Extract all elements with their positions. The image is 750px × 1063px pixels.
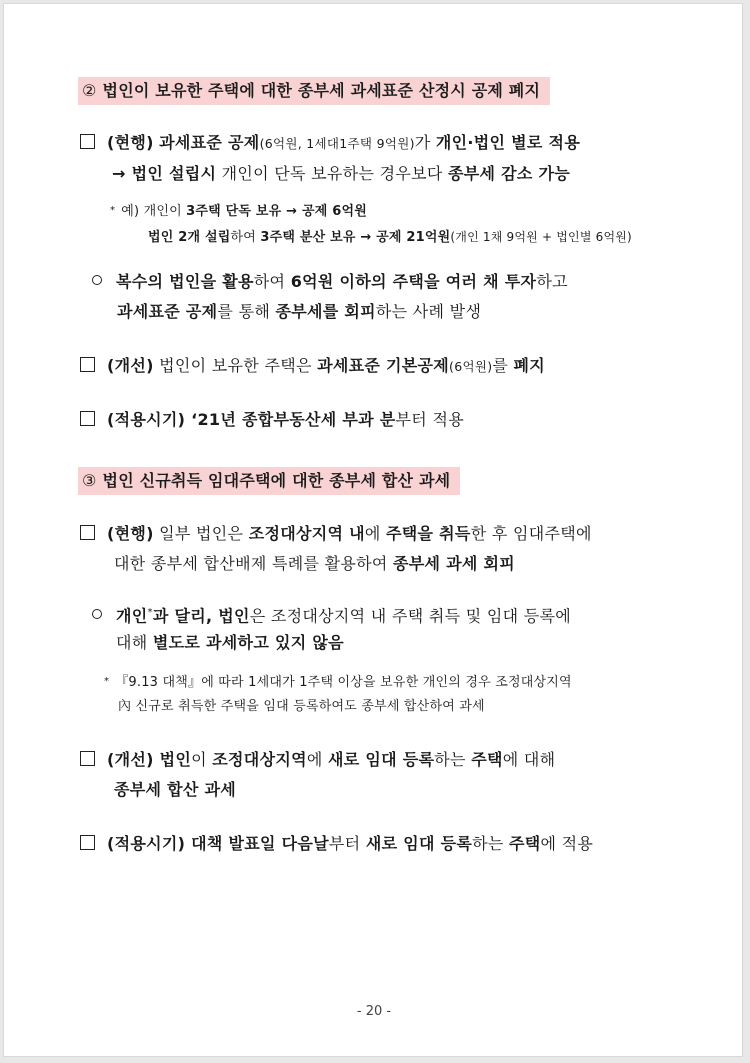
s3-note-line1-text: 『9.13 대책』에 따라 1세대가 1주택 이상을 보유한 개인의 경우 조정대상지역 — [115, 675, 572, 690]
s2-current-b1: 과세표준 공제 — [159, 133, 260, 152]
s3-improve-label: (개선) — [107, 750, 154, 769]
s3-current-line1 — [80, 520, 592, 548]
s3-improve-b1: 법인 — [153, 750, 192, 769]
s2-example-b2: 법인 2개 설립 — [148, 230, 231, 245]
checkbox-square-icon — [80, 357, 95, 372]
s3-bullet-t1: 은 조정대상지역 내 주택 취득 및 임대 등록에 — [249, 606, 572, 626]
s2-improve-paren: (6억원) — [449, 359, 493, 374]
s3-bullet-line1 — [92, 599, 571, 630]
circle-bullet-icon — [92, 609, 102, 619]
s2-bullet-b2: 6억원 이하의 주택을 여러 채 투자 — [290, 272, 537, 291]
s2-bullet-line1 — [92, 268, 568, 296]
s3-timing-b3: 주택 — [509, 834, 541, 853]
s3-timing-b1: 대책 발표일 다음날 — [185, 834, 329, 853]
checkbox-square-icon — [80, 411, 95, 426]
s3-timing-b2: 새로 임대 등록 — [365, 834, 473, 853]
s3-note-line2 — [118, 696, 485, 718]
s3-improve-t1: 이 — [191, 750, 213, 769]
s2-improve-t1: 법인이 보유한 주택은 — [153, 356, 318, 375]
s2-timing-t1: 부터 적용 — [395, 410, 464, 429]
s3-current-t4: 대한 종부세 합산배제 특례를 활용하여 — [114, 554, 394, 573]
s2-current-b2: 개인·법인 별로 적용 — [435, 133, 581, 152]
s2-bullet-b3: 과세표준 공제 — [117, 302, 218, 321]
s3-timing-line — [80, 830, 593, 858]
checkbox-square-icon — [80, 751, 95, 766]
section-3-number: ③ — [82, 471, 97, 490]
s2-current-b4: 종부세 감소 가능 — [448, 164, 571, 183]
s3-bullet-line2 — [116, 629, 344, 657]
s3-improve-b3: 새로 임대 등록 — [328, 750, 435, 769]
s3-improve-b4: 주택 — [471, 750, 503, 769]
s3-note-line1 — [104, 671, 572, 694]
page-number: - 20 - — [356, 1004, 392, 1019]
s3-bullet-b1: 개인 — [116, 606, 148, 626]
s3-current-line2 — [114, 550, 515, 578]
s2-bullet-b1: 복수의 법인을 활용 — [116, 272, 254, 291]
s2-improve-b1: 과세표준 기본공제 — [317, 356, 450, 375]
s3-improve-t4: 에 대해 — [502, 750, 556, 769]
section-2-heading — [78, 77, 550, 105]
s3-timing-label: (적용시기) — [107, 834, 186, 853]
s2-current-line1 — [80, 129, 580, 158]
asterisk-marker: * — [110, 205, 116, 216]
s2-current-line2 — [112, 160, 570, 188]
s3-improve-t2: 에 — [306, 750, 328, 769]
s3-improve-t3: 하는 — [434, 750, 472, 769]
s2-bullet-line2 — [117, 298, 481, 326]
asterisk-marker: * — [104, 676, 110, 687]
section-3-heading — [78, 467, 460, 495]
checkbox-square-icon — [80, 835, 95, 850]
s2-example-b1: 3주택 단독 보유 → 공제 6억원 — [186, 204, 367, 219]
s2-improve-t2: 를 — [492, 356, 514, 375]
circle-bullet-icon — [92, 275, 102, 285]
s3-improve-line1 — [80, 746, 555, 774]
s2-bullet-t3: 를 통해 — [217, 302, 276, 321]
s3-bullet-b3: 별도로 과세하고 있지 않음 — [152, 633, 344, 652]
s2-bullet-t1: 하여 — [253, 272, 291, 291]
s3-current-b2: 주택을 취득 — [386, 524, 471, 543]
s2-current-b3: 법인 설립시 — [131, 164, 217, 183]
s3-bullet-b1b: 과 달리, — [152, 606, 219, 626]
section-2-number: ② — [82, 81, 97, 100]
checkbox-square-icon — [80, 525, 95, 540]
s3-improve-b2: 조정대상지역 — [212, 750, 307, 769]
s2-timing-line — [80, 406, 464, 434]
s2-example-t3: (개인 1채 9억원 + 법인별 6억원) — [450, 230, 632, 244]
s2-current-label: (현행) — [107, 133, 154, 152]
s3-current-b1: 조정대상지역 내 — [248, 524, 365, 543]
s3-bullet-t2: 대해 — [116, 633, 153, 652]
s2-example-t2: 하여 — [230, 230, 261, 245]
checkbox-square-icon — [80, 134, 95, 149]
s3-timing-t2: 하는 — [472, 834, 510, 853]
s3-improve-b5: 종부세 합산 과세 — [114, 780, 237, 799]
s2-bullet-t4: 하는 사례 발생 — [375, 302, 482, 321]
s3-timing-t1: 부터 — [328, 834, 366, 853]
s2-improve-label: (개선) — [107, 356, 154, 375]
s2-improve-b2: 폐지 — [513, 356, 546, 375]
s2-timing-label: (적용시기) — [107, 410, 186, 429]
s3-current-label: (현행) — [107, 524, 154, 543]
s3-current-b3: 종부세 과세 회피 — [393, 554, 516, 573]
s2-example-line2 — [148, 226, 632, 249]
s2-current-t2: 개인이 단독 보유하는 경우보다 — [216, 164, 448, 183]
s3-improve-line2 — [114, 776, 236, 804]
s3-timing-t3: 에 적용 — [540, 834, 594, 853]
s3-bullet-b2: 법인 — [218, 606, 250, 626]
s3-bullet-sup: * — [147, 607, 153, 618]
s2-timing-b1: ‘21년 종합부동산세 부과 분 — [185, 410, 396, 429]
s2-bullet-t2: 하고 — [536, 272, 568, 291]
s2-improve-line — [80, 352, 545, 381]
s2-arrow: → — [112, 164, 132, 183]
s2-current-t1: 가 — [414, 133, 436, 152]
s2-bullet-b4: 종부세를 회피 — [275, 302, 376, 321]
s2-example-b3: 3주택 분산 보유 → 공제 21억원 — [260, 230, 451, 245]
s3-note-line2-text: 內 신규로 취득한 주택을 임대 등록하여도 종부세 합산하여 과세 — [118, 699, 485, 714]
s2-example-line1 — [110, 200, 367, 223]
s3-current-t2: 에 — [364, 524, 387, 543]
s2-current-paren: (6억원, 1세대1주택 9억원) — [259, 136, 415, 151]
s3-current-t3: 한 후 임대주택에 — [470, 524, 592, 543]
s3-current-t1: 일부 법인은 — [153, 524, 249, 543]
document-page — [3, 3, 743, 1057]
section-3-title: 법인 신규취득 임대주택에 대한 종부세 합산 과세 — [102, 471, 451, 490]
section-2-title: 법인이 보유한 주택에 대한 종부세 과세표준 산정시 공제 폐지 — [102, 81, 541, 100]
s2-example-t1: 예) 개인이 — [121, 204, 187, 219]
